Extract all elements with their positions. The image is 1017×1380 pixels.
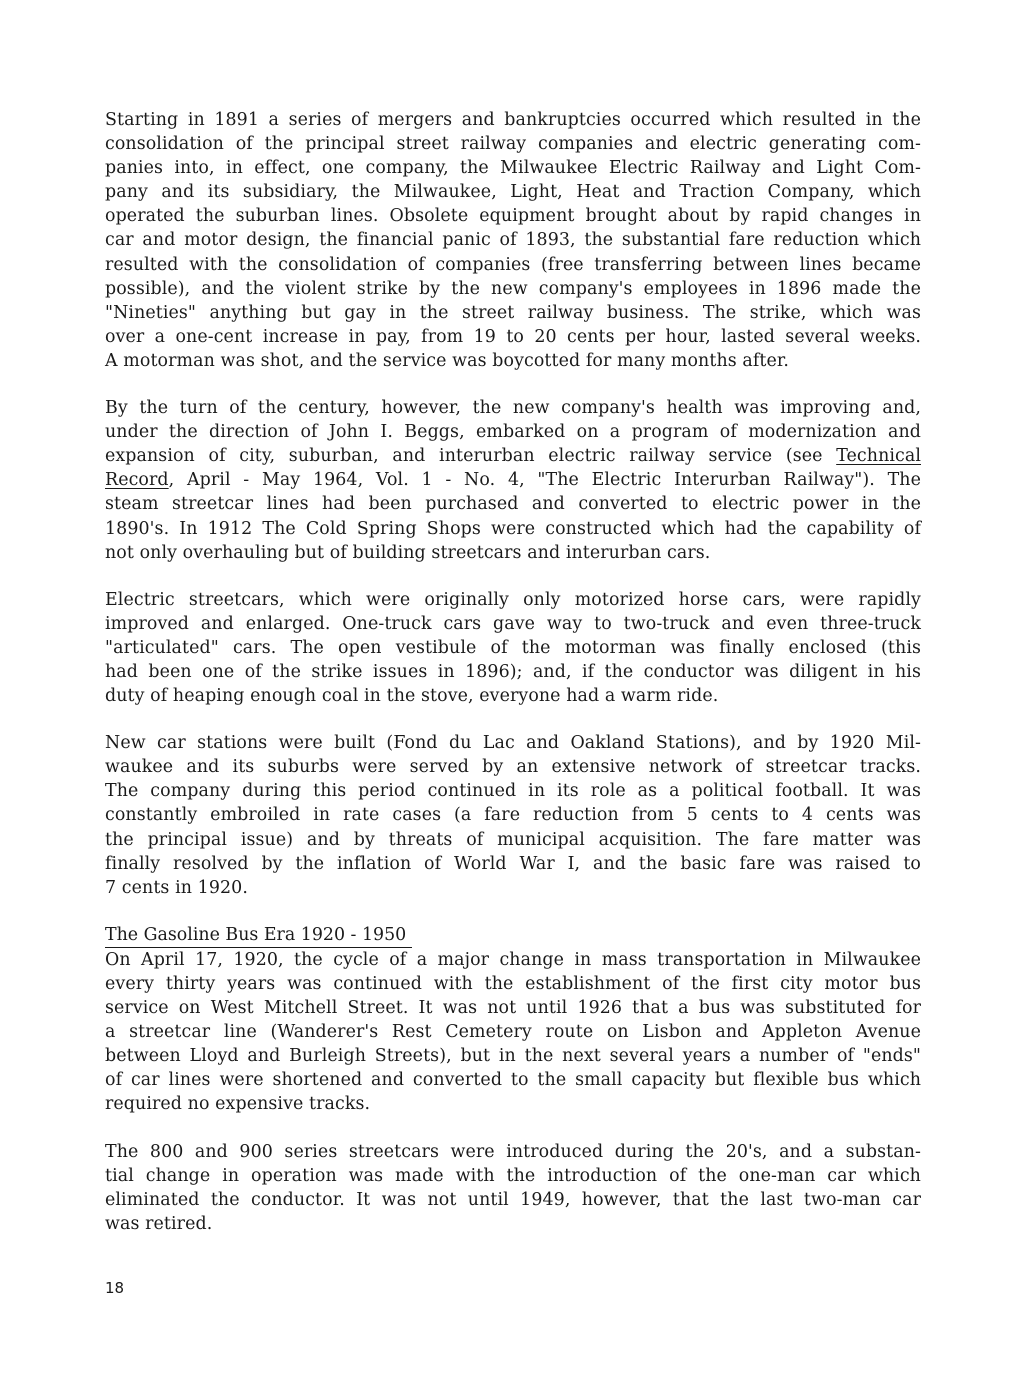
text-line: a streetcar line (Wanderer's Rest Cemetery route on Lisbon and Appleton Avenue (105, 1022, 921, 1043)
text-line: New car stations were built (Fond du Lac and Oakland Stations), and by 1920 Mil- (105, 733, 921, 754)
text-line: improved and enlarged. One-truck cars gave way to two-truck and even three-truck (105, 613, 921, 634)
text-segment: expansion of city, suburban, and interurban electric railway service (see (105, 446, 837, 467)
text-line: of car lines were shortened and converted to the small capacity but flexible bus which (105, 1070, 921, 1091)
text-line: possible), and the violent strike by the new company's employees in 1896 made the (105, 278, 921, 299)
text-line: over a one-cent increase in pay, from 19 to 20 cents per hour, lasted several weeks. (105, 326, 921, 347)
paragraph-gasoline-bus-era (105, 923, 921, 1117)
text-line: eliminated the conductor. It was not until 1949, however, that the last two-man car (105, 1189, 921, 1210)
text-line: steam streetcar lines had been purchased and converted to electric power in the (105, 494, 921, 515)
publication-title-part: Technical (836, 446, 921, 467)
text-line: consolidation of the principal street railway companies and electric generating com- (105, 134, 921, 155)
section-heading: The Gasoline Bus Era 1920 - 1950 (105, 923, 412, 948)
text-line: panies into, in effect, one company, the Milwaukee Electric Railway and Light Com- (105, 158, 921, 179)
text-line: constantly embroiled in rate cases (a fare reduction from 5 cents to 4 cents was (105, 805, 921, 826)
text-line: Starting in 1891 a series of mergers and bankruptcies occurred which resulted in the (105, 110, 921, 130)
text-line: between Lloyd and Burleigh Streets), but in the next several years a number of "ends" (105, 1046, 921, 1067)
text-line: every thirty years was continued with the establishment of the first city motor bus (105, 974, 921, 994)
text-line: finally resolved by the inflation of World War I, and the basic fare was raised to (105, 853, 921, 874)
text-line: Electric streetcars, which were originally only motorized horse cars, were rapidly (105, 589, 921, 610)
text-line: The 800 and 900 series streetcars were introduced during the 20's, and a substan- (105, 1141, 921, 1162)
text-line: not only overhauling but of building streetcars and interurban cars. (105, 542, 711, 563)
text-line: "articulated" cars. The open vestibule of the motorman was finally enclosed (this (105, 637, 921, 658)
text-line: required no expensive tracks. (105, 1094, 371, 1115)
text-line: By the turn of the century, however, the new company's health was improving and, (105, 398, 921, 419)
text-line (105, 468, 921, 492)
text-line: On April 17, 1920, the cycle of a major change in mass transportation in Milwaukee (105, 949, 921, 970)
text-line: under the direction of John I. Beggs, embarked on a program of modernization and (105, 422, 921, 443)
text-line: car and motor design, the financial panic of 1893, the substantial fare reduction which (105, 230, 921, 251)
text-line: tial change in operation was made with the introduction of the one-man car which (105, 1165, 921, 1186)
text-line: 7 cents in 1920. (105, 877, 248, 898)
text-line: was retired. (105, 1213, 213, 1234)
text-line: waukee and its suburbs were served by an extensive network of streetcar tracks. (105, 757, 921, 778)
paragraph-electric-streetcars (105, 588, 921, 708)
text-line: The company during this period continued in its role as a political football. It was (105, 781, 921, 802)
text-line: pany and its subsidiary, the Milwaukee, Light, Heat and Traction Company, which (105, 182, 921, 203)
text-line: 1890's. In 1912 The Cold Spring Shops were constructed which had the capability of (105, 518, 921, 539)
page-body (105, 108, 921, 1259)
page-number: 18 (105, 1279, 125, 1297)
text-line: the principal issue) and by threats of municipal acquisition. The fare matter was (105, 829, 921, 850)
text-line: operated the suburban lines. Obsolete equipment brought about by rapid changes in (105, 206, 921, 227)
paragraph-mergers (105, 108, 921, 373)
text-line: service on West Mitchell Street. It was not until 1926 that a bus was substituted for (105, 998, 921, 1019)
text-segment: , April - May 1964, Vol. 1 - No. 4, "The Electric Interurban Railway"). The (168, 470, 921, 491)
paragraph-turn-of-century (105, 396, 921, 565)
text-line: "Nineties" anything but gay in the street railway business. The strike, which was (105, 302, 921, 323)
text-line: resulted with the consolidation of companies (free transferring between lines became (105, 254, 921, 275)
paragraph-car-stations (105, 731, 921, 900)
text-line (105, 444, 921, 468)
text-line: A motorman was shot, and the service was boycotted for many months after. (105, 350, 790, 371)
text-line: had been one of the strike issues in 1896); and, if the conductor was diligent in his (105, 661, 921, 682)
text-line: duty of heaping enough coal in the stove, everyone had a warm ride. (105, 686, 719, 707)
paragraph-800-900-series (105, 1140, 921, 1236)
publication-title-part: Record (105, 470, 169, 491)
